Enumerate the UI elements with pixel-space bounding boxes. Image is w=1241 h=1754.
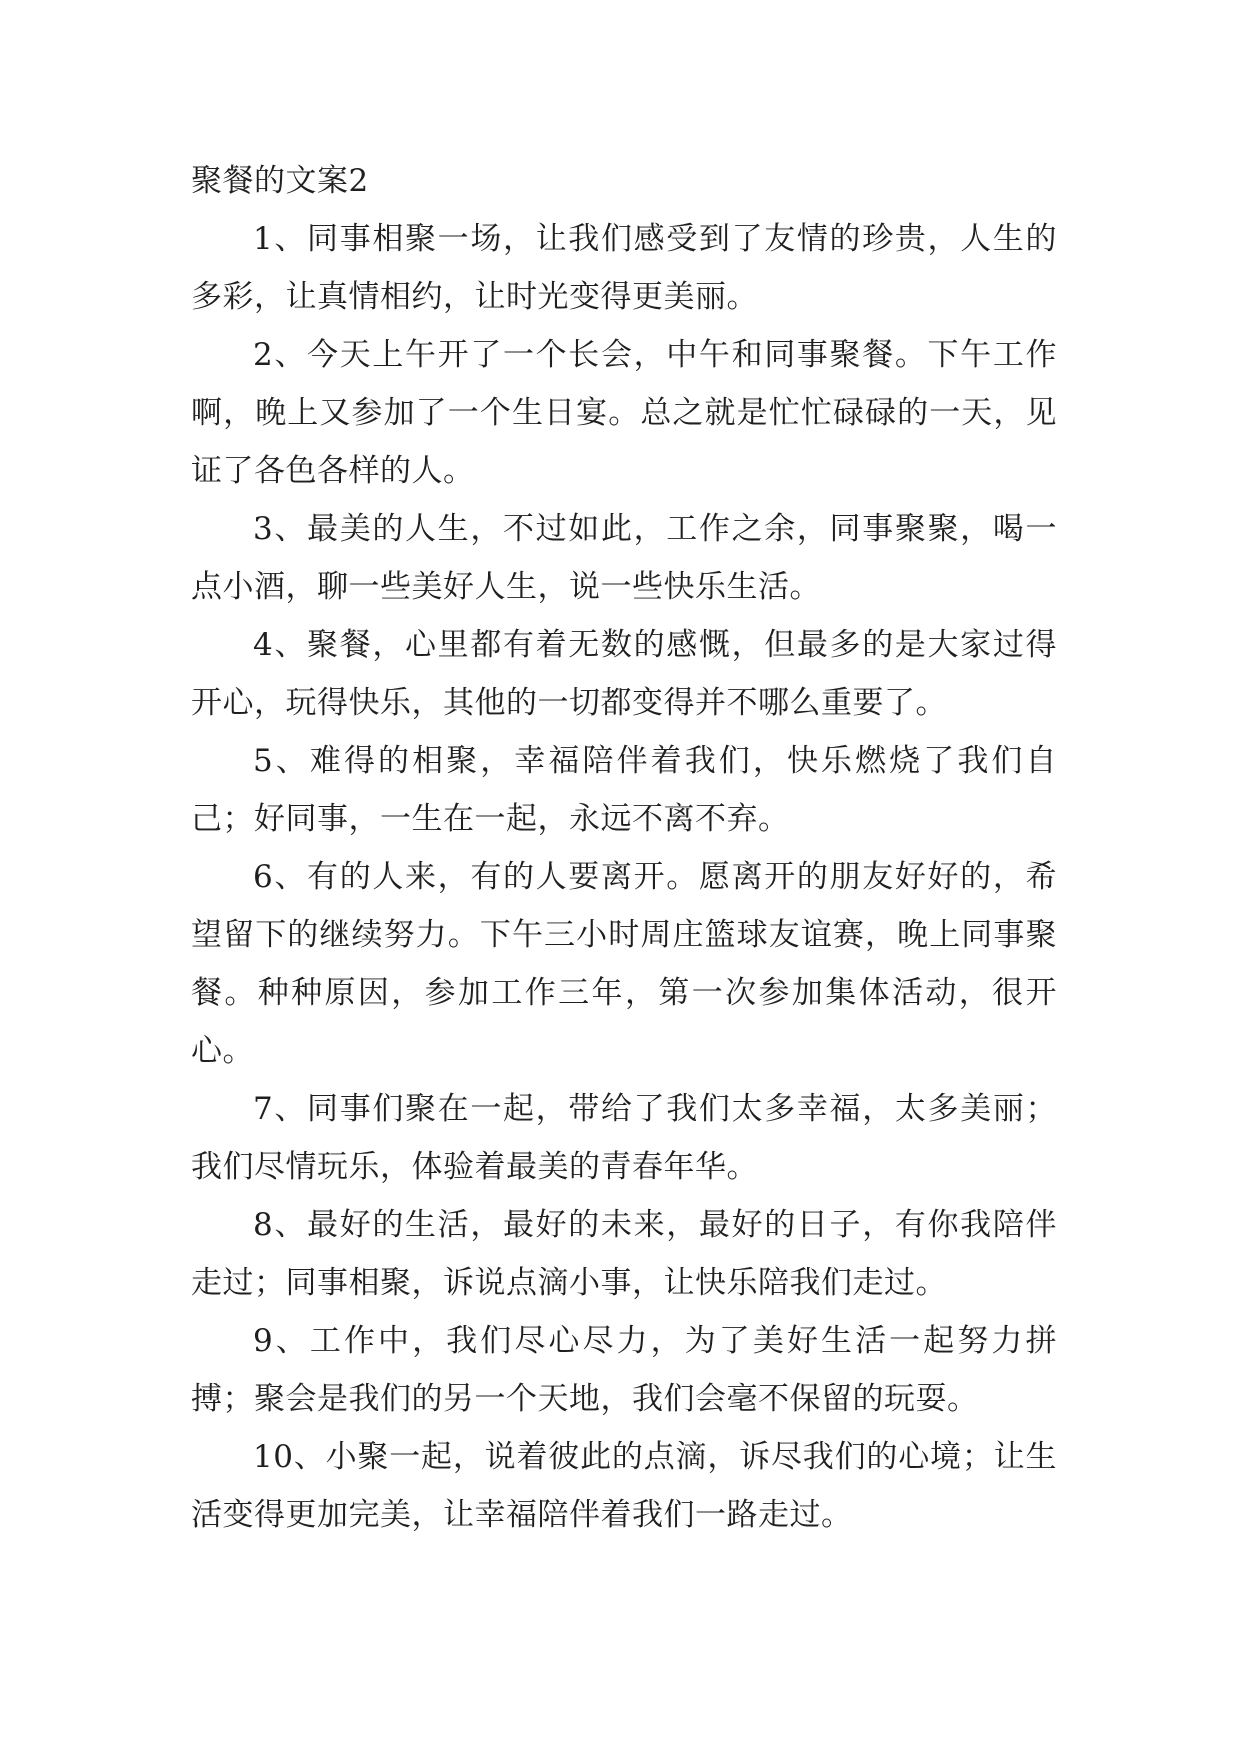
paragraph-2: 2、今天上午开了一个长会，中午和同事聚餐。下午工作啊，晚上又参加了一个生日宴。总之就是忙忙碌碌的一天，见证了各色各样的人。 xyxy=(191,337,1057,489)
paragraph-8: 8、最好的生活，最好的未来，最好的日子，有你我陪伴走过；同事相聚，诉说点滴小事，让快乐陪我们走过。 xyxy=(191,1207,1057,1301)
document-title: 聚餐的文案2 xyxy=(191,163,369,199)
paragraph-10: 10、小聚一起，说着彼此的点滴，诉尽我们的心境；让生活变得更加完美，让幸福陪伴着我们一路走过。 xyxy=(191,1439,1057,1533)
paragraph-4: 4、聚餐，心里都有着无数的感慨，但最多的是大家过得开心，玩得快乐，其他的一切都变得并不哪么重要了。 xyxy=(191,627,1057,721)
paragraph-9: 9、工作中，我们尽心尽力，为了美好生活一起努力拼搏；聚会是我们的另一个天地，我们会毫不保留的玩耍。 xyxy=(191,1323,1057,1417)
paragraph-5: 5、难得的相聚，幸福陪伴着我们，快乐燃烧了我们自己；好同事，一生在一起，永远不离不弃。 xyxy=(191,743,1057,837)
document-body xyxy=(191,152,1057,1544)
paragraph-1: 1、同事相聚一场，让我们感受到了友情的珍贵，人生的多彩，让真情相约，让时光变得更美丽。 xyxy=(191,221,1057,315)
paragraph-7: 7、同事们聚在一起，带给了我们太多幸福，太多美丽；我们尽情玩乐，体验着最美的青春年华。 xyxy=(191,1091,1057,1185)
paragraph-6: 6、有的人来，有的人要离开。愿离开的朋友好好的，希望留下的继续努力。下午三小时周庄篮球友谊赛，晚上同事聚餐。种种原因，参加工作三年，第一次参加集体活动，很开心。 xyxy=(191,859,1057,1069)
paragraph-3: 3、最美的人生，不过如此，工作之余，同事聚聚，喝一点小酒，聊一些美好人生，说一些快乐生活。 xyxy=(191,511,1057,605)
